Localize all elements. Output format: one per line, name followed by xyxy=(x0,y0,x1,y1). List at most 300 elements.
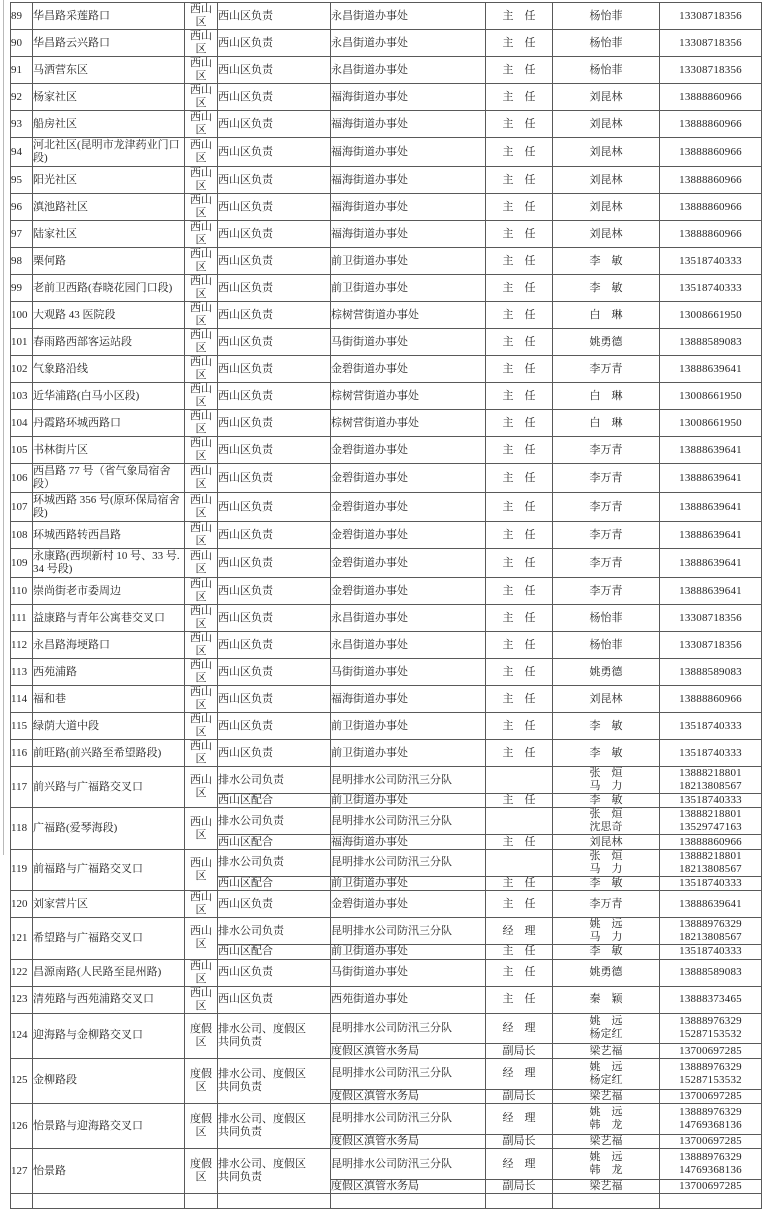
person-name: 李万青 xyxy=(589,443,623,456)
table-row xyxy=(11,808,762,835)
cell-position: 主 任 xyxy=(486,57,553,84)
cell-row-number: 126 xyxy=(11,1103,33,1148)
cell-district: 西山区 xyxy=(185,767,218,808)
cell-office: 前卫街道办事处 xyxy=(331,248,486,275)
person-name: 刘昆林 xyxy=(589,117,623,130)
cell-name xyxy=(553,493,660,522)
phone-number: 13518740333 xyxy=(679,254,742,267)
person-name: 刘昆林 xyxy=(589,692,623,705)
cell-responsibility: 西山区负责 xyxy=(218,3,331,30)
phone-number: 13888218801 xyxy=(679,808,742,821)
table-row xyxy=(11,275,762,302)
cell-position: 主 任 xyxy=(486,876,553,890)
person-name: 李万青 xyxy=(589,528,623,541)
cell-name xyxy=(553,632,660,659)
cell-name xyxy=(553,835,660,849)
cell-office: 昆明排水公司防汛三分队 xyxy=(331,849,486,876)
table-row xyxy=(11,767,762,794)
table-row xyxy=(11,30,762,57)
person-name: 刘昆林 xyxy=(589,173,623,186)
table-row xyxy=(11,3,762,30)
person-name: 李万青 xyxy=(589,584,623,597)
cell-district: 西山区 xyxy=(185,410,218,437)
cell-name xyxy=(553,221,660,248)
cell-district: 西山区 xyxy=(185,194,218,221)
table-row xyxy=(11,1103,762,1134)
cell-district: 西山区 xyxy=(185,248,218,275)
table-row xyxy=(11,713,762,740)
cell-name xyxy=(553,945,660,959)
cell-location: 气象路沿线 xyxy=(33,356,185,383)
cell-office: 福海街道办事处 xyxy=(331,194,486,221)
cell-location: 大观路 43 医院段 xyxy=(33,302,185,329)
person-name: 李万青 xyxy=(589,362,623,375)
cell-district: 西山区 xyxy=(185,275,218,302)
cell-phone xyxy=(660,167,762,194)
table-row xyxy=(11,57,762,84)
cell-phone xyxy=(660,959,762,986)
cell-row-number: 123 xyxy=(11,986,33,1013)
cell-responsibility: 西山区负责 xyxy=(218,275,331,302)
cell-position: 副局长 xyxy=(486,1089,553,1103)
cell-district: 西山区 xyxy=(185,918,218,959)
cell-location: 希望路与广福路交叉口 xyxy=(33,918,185,959)
cell-name xyxy=(553,138,660,167)
cell-position: 经 理 xyxy=(486,918,553,945)
phone-number: 13888589083 xyxy=(679,335,742,348)
cell-row-number: 96 xyxy=(11,194,33,221)
cell-phone xyxy=(660,194,762,221)
person-name: 马 力 xyxy=(589,931,623,944)
cell-office: 福海街道办事处 xyxy=(331,111,486,138)
table-row xyxy=(11,248,762,275)
cell-position: 主 任 xyxy=(486,356,553,383)
person-name: 刘昆林 xyxy=(589,200,623,213)
cell-responsibility: 西山区负责 xyxy=(218,959,331,986)
cell-phone xyxy=(660,876,762,890)
person-name: 韩 龙 xyxy=(589,1164,623,1177)
cell-name xyxy=(553,578,660,605)
cell-location: 华昌路采莲路口 xyxy=(33,3,185,30)
cell-position: 主 任 xyxy=(486,686,553,713)
cell-phone xyxy=(660,849,762,876)
cell-name xyxy=(553,549,660,578)
phone-number: 13308718356 xyxy=(679,36,742,49)
person-name: 刘昆林 xyxy=(589,835,623,848)
cell-row-number: 104 xyxy=(11,410,33,437)
cell-office: 前卫街道办事处 xyxy=(331,713,486,740)
cell-position: 主 任 xyxy=(486,713,553,740)
cell-location: 老前卫西路(春晓花园门口段) xyxy=(33,275,185,302)
person-name: 李 敏 xyxy=(589,876,623,889)
person-name: 李 敏 xyxy=(589,945,623,958)
cell-phone xyxy=(660,302,762,329)
cell-phone xyxy=(660,1179,762,1193)
cell-row-number: 100 xyxy=(11,302,33,329)
cell-office: 昆明排水公司防汛三分队 xyxy=(331,1149,486,1180)
person-name: 白 琳 xyxy=(589,389,623,402)
table-row xyxy=(11,493,762,522)
person-name: 白 琳 xyxy=(589,416,623,429)
cell-location: 西苑浦路 xyxy=(33,659,185,686)
cell-office: 永昌街道办事处 xyxy=(331,632,486,659)
person-name: 李 敏 xyxy=(589,281,623,294)
cell-office: 前卫街道办事处 xyxy=(331,275,486,302)
phone-number: 18213808567 xyxy=(679,862,742,875)
cell-name xyxy=(553,1149,660,1180)
person-name: 韩 龙 xyxy=(589,1118,623,1131)
cell-district: 西山区 xyxy=(185,605,218,632)
cell-position: 主 任 xyxy=(486,3,553,30)
table-row xyxy=(11,918,762,945)
person-name: 杨怡菲 xyxy=(589,9,623,22)
cell-position: 主 任 xyxy=(486,30,553,57)
phone-number: 13888976329 xyxy=(679,1015,742,1028)
cell-responsibility: 排水公司负责 xyxy=(218,849,331,876)
cell-responsibility: 西山区负责 xyxy=(218,659,331,686)
phone-number: 13888976329 xyxy=(679,1105,742,1118)
cell-responsibility: 西山区负责 xyxy=(218,605,331,632)
cell-position: 主 任 xyxy=(486,383,553,410)
cell-position: 主 任 xyxy=(486,522,553,549)
cell-location: 怡景路与迎海路交叉口 xyxy=(33,1103,185,1148)
cell-phone xyxy=(660,464,762,493)
cell-phone xyxy=(660,605,762,632)
cell-office: 前卫街道办事处 xyxy=(331,945,486,959)
cell-position: 经 理 xyxy=(486,1013,553,1044)
cell-district: 西山区 xyxy=(185,3,218,30)
phone-number: 13700697285 xyxy=(679,1180,742,1193)
cell-name xyxy=(553,522,660,549)
cell-phone xyxy=(660,329,762,356)
cell-name xyxy=(553,849,660,876)
person-name: 张 烜 xyxy=(589,808,623,821)
person-name: 李 敏 xyxy=(589,746,623,759)
cell-office: 度假区滇管水务局 xyxy=(331,1134,486,1148)
person-name: 姚 远 xyxy=(589,918,623,931)
cell-phone xyxy=(660,84,762,111)
cell-position: 主 任 xyxy=(486,549,553,578)
table-row xyxy=(11,437,762,464)
cell-name xyxy=(553,3,660,30)
cell-office: 金碧街道办事处 xyxy=(331,578,486,605)
person-name: 姚 远 xyxy=(589,1105,623,1118)
cell-position: 主 任 xyxy=(486,959,553,986)
table-row xyxy=(11,1149,762,1180)
phone-number: 13888589083 xyxy=(679,966,742,979)
cell-responsibility: 西山区配合 xyxy=(218,835,331,849)
cell-phone xyxy=(660,808,762,835)
table-row xyxy=(11,522,762,549)
person-name: 沈思奇 xyxy=(589,821,623,834)
cell-office: 金碧街道办事处 xyxy=(331,464,486,493)
person-name: 杨怡菲 xyxy=(589,63,623,76)
cell-name xyxy=(553,329,660,356)
cell-name xyxy=(553,1103,660,1134)
cell-location: 丹霞路环城西路口 xyxy=(33,410,185,437)
cell-location: 迎海路与金柳路交叉口 xyxy=(33,1013,185,1058)
cell-district: 西山区 xyxy=(185,493,218,522)
cell-phone xyxy=(660,522,762,549)
cell-row-number: 115 xyxy=(11,713,33,740)
cell-row-number: 125 xyxy=(11,1058,33,1103)
cell-name xyxy=(553,713,660,740)
cell-district: 西山区 xyxy=(185,302,218,329)
cell-location: 益康路与青年公寓巷交叉口 xyxy=(33,605,185,632)
phone-number: 13888639641 xyxy=(679,500,742,513)
cell-district: 西山区 xyxy=(185,138,218,167)
cell-phone xyxy=(660,275,762,302)
cell-office: 棕树营街道办事处 xyxy=(331,410,486,437)
person-name: 李万青 xyxy=(589,897,623,910)
person-name: 梁艺福 xyxy=(589,1089,623,1102)
cell-office: 永昌街道办事处 xyxy=(331,605,486,632)
cell-position: 主 任 xyxy=(486,167,553,194)
phone-number: 13700697285 xyxy=(679,1134,742,1147)
cell-responsibility: 西山区负责 xyxy=(218,686,331,713)
cell-phone xyxy=(660,794,762,808)
cell-responsibility: 西山区负责 xyxy=(218,464,331,493)
phone-number: 13008661950 xyxy=(679,389,742,402)
person-name: 张 烜 xyxy=(589,767,623,779)
cell-location: 陆家社区 xyxy=(33,221,185,248)
cell-office: 福海街道办事处 xyxy=(331,221,486,248)
cell-phone xyxy=(660,1013,762,1044)
cell-position: 主 任 xyxy=(486,891,553,918)
cell-responsibility: 西山区负责 xyxy=(218,493,331,522)
cell-phone xyxy=(660,713,762,740)
cell-row-number: 89 xyxy=(11,3,33,30)
cell-responsibility: 西山区负责 xyxy=(218,30,331,57)
person-name: 梁艺福 xyxy=(589,1180,623,1193)
table-row xyxy=(11,605,762,632)
cell-row-number: 118 xyxy=(11,808,33,849)
cell-responsibility: 西山区负责 xyxy=(218,221,331,248)
cell-district: 度假区 xyxy=(185,1149,218,1194)
person-name: 姚 远 xyxy=(589,1151,623,1164)
cell-empty xyxy=(218,1194,331,1209)
cell-location: 马洒营东区 xyxy=(33,57,185,84)
cell-position: 主 任 xyxy=(486,835,553,849)
cell-location: 昌源南路(人民路至昆州路) xyxy=(33,959,185,986)
cell-district: 西山区 xyxy=(185,383,218,410)
cell-name xyxy=(553,1134,660,1148)
cell-row-number: 91 xyxy=(11,57,33,84)
cell-district: 西山区 xyxy=(185,111,218,138)
cell-name xyxy=(553,111,660,138)
cell-location: 栗何路 xyxy=(33,248,185,275)
cell-name xyxy=(553,84,660,111)
cell-responsibility: 西山区负责 xyxy=(218,740,331,767)
cell-position: 经 理 xyxy=(486,1103,553,1134)
phone-number: 13888976329 xyxy=(679,1151,742,1164)
cell-name xyxy=(553,794,660,808)
cell-name xyxy=(553,918,660,945)
cell-name xyxy=(553,1044,660,1058)
cell-office: 马街街道办事处 xyxy=(331,659,486,686)
cell-responsibility: 西山区负责 xyxy=(218,891,331,918)
cell-row-number: 117 xyxy=(11,767,33,808)
cell-name xyxy=(553,437,660,464)
phone-number: 13008661950 xyxy=(679,308,742,321)
cell-office: 金碧街道办事处 xyxy=(331,493,486,522)
phone-number: 13518740333 xyxy=(679,794,742,807)
phone-number: 18213808567 xyxy=(679,931,742,944)
cell-responsibility: 西山区负责 xyxy=(218,167,331,194)
cell-row-number: 116 xyxy=(11,740,33,767)
cell-position: 主 任 xyxy=(486,605,553,632)
cell-district: 西山区 xyxy=(185,713,218,740)
phone-number: 13518740333 xyxy=(679,746,742,759)
phone-number: 18213808567 xyxy=(679,780,742,792)
district-contact-table xyxy=(10,2,762,1209)
cell-row-number: 102 xyxy=(11,356,33,383)
cell-position: 主 任 xyxy=(486,986,553,1013)
cell-row-number: 113 xyxy=(11,659,33,686)
cell-office: 棕树营街道办事处 xyxy=(331,383,486,410)
cell-office: 度假区滇管水务局 xyxy=(331,1089,486,1103)
table-row xyxy=(11,194,762,221)
phone-number: 13518740333 xyxy=(679,945,742,958)
phone-number: 13888589083 xyxy=(679,665,742,678)
cell-office: 昆明排水公司防汛三分队 xyxy=(331,1103,486,1134)
person-name: 李万青 xyxy=(589,500,623,513)
person-name: 姚勇德 xyxy=(589,665,623,678)
cell-location: 春雨路西部客运站段 xyxy=(33,329,185,356)
cell-phone xyxy=(660,1044,762,1058)
person-name: 秦 颖 xyxy=(589,993,623,1006)
cell-office: 前卫街道办事处 xyxy=(331,794,486,808)
cell-location: 刘家营片区 xyxy=(33,891,185,918)
table-row xyxy=(11,383,762,410)
cell-office: 度假区滇管水务局 xyxy=(331,1044,486,1058)
cell-district: 西山区 xyxy=(185,221,218,248)
table-row xyxy=(11,356,762,383)
cell-phone xyxy=(660,740,762,767)
cell-office: 福海街道办事处 xyxy=(331,138,486,167)
cell-location: 书林街片区 xyxy=(33,437,185,464)
person-name: 杨怡菲 xyxy=(589,611,623,624)
phone-number: 13888860966 xyxy=(679,173,742,186)
cell-office: 昆明排水公司防汛三分队 xyxy=(331,808,486,835)
cell-responsibility: 西山区负责 xyxy=(218,578,331,605)
cell-position: 经 理 xyxy=(486,1058,553,1089)
cell-office: 前卫街道办事处 xyxy=(331,740,486,767)
phone-number: 13888860966 xyxy=(679,145,742,158)
cell-position: 副局长 xyxy=(486,1179,553,1193)
cell-district: 西山区 xyxy=(185,84,218,111)
table-row xyxy=(11,578,762,605)
cell-location: 金柳路段 xyxy=(33,1058,185,1103)
cell-name xyxy=(553,30,660,57)
table-row xyxy=(11,740,762,767)
cell-office: 福海街道办事处 xyxy=(331,84,486,111)
phone-number: 13888976329 xyxy=(679,1060,742,1073)
cell-office: 永昌街道办事处 xyxy=(331,3,486,30)
cell-row-number: 121 xyxy=(11,918,33,959)
cell-location: 怡景路 xyxy=(33,1149,185,1194)
person-name: 姚勇德 xyxy=(589,335,623,348)
table-row xyxy=(11,959,762,986)
cell-name xyxy=(553,891,660,918)
cell-name xyxy=(553,605,660,632)
cell-location: 船房社区 xyxy=(33,111,185,138)
cell-row-number: 94 xyxy=(11,138,33,167)
cell-location: 永康路(西坝新村 10 号、33 号.34 号段) xyxy=(33,549,185,578)
cell-responsibility: 排水公司、度假区 共同负责 xyxy=(218,1103,331,1148)
cell-responsibility: 西山区负责 xyxy=(218,138,331,167)
table-row xyxy=(11,167,762,194)
cell-office: 永昌街道办事处 xyxy=(331,30,486,57)
cell-position: 主 任 xyxy=(486,302,553,329)
phone-number: 13888639641 xyxy=(679,528,742,541)
cell-district: 度假区 xyxy=(185,1058,218,1103)
partial-next-row xyxy=(11,1194,762,1209)
cell-row-number: 105 xyxy=(11,437,33,464)
cell-name xyxy=(553,57,660,84)
cell-district: 西山区 xyxy=(185,57,218,84)
cell-district: 西山区 xyxy=(185,464,218,493)
cell-responsibility: 排水公司、度假区 共同负责 xyxy=(218,1149,331,1194)
cell-district: 西山区 xyxy=(185,578,218,605)
cell-name xyxy=(553,410,660,437)
cell-name xyxy=(553,194,660,221)
cell-phone xyxy=(660,659,762,686)
person-name: 李 敏 xyxy=(589,719,623,732)
cell-responsibility: 西山区负责 xyxy=(218,437,331,464)
cell-responsibility: 西山区负责 xyxy=(218,713,331,740)
person-name: 姚 远 xyxy=(589,1015,623,1028)
cell-location: 滇池路社区 xyxy=(33,194,185,221)
phone-number: 13518740333 xyxy=(679,876,742,889)
cell-position: 主 任 xyxy=(486,275,553,302)
phone-number: 13888639641 xyxy=(679,584,742,597)
cell-location: 环城西路转西昌路 xyxy=(33,522,185,549)
cell-position: 主 任 xyxy=(486,194,553,221)
person-name: 李 敏 xyxy=(589,794,623,807)
cell-position: 主 任 xyxy=(486,84,553,111)
cell-office: 金碧街道办事处 xyxy=(331,549,486,578)
cell-position xyxy=(486,767,553,794)
cell-district: 西山区 xyxy=(185,986,218,1013)
phone-number: 13518740333 xyxy=(679,719,742,732)
cell-phone xyxy=(660,138,762,167)
table-row xyxy=(11,111,762,138)
cell-empty xyxy=(553,1194,660,1209)
phone-number: 13308718356 xyxy=(679,63,742,76)
cell-phone xyxy=(660,248,762,275)
cell-district: 西山区 xyxy=(185,329,218,356)
phone-number: 14769368136 xyxy=(679,1118,742,1131)
cell-phone xyxy=(660,945,762,959)
cell-row-number: 111 xyxy=(11,605,33,632)
cell-office: 前卫街道办事处 xyxy=(331,876,486,890)
cell-phone xyxy=(660,578,762,605)
phone-number: 13888860966 xyxy=(679,692,742,705)
phone-number: 15287153532 xyxy=(679,1028,742,1041)
table-body xyxy=(11,3,762,1209)
cell-name xyxy=(553,959,660,986)
cell-responsibility: 西山区配合 xyxy=(218,794,331,808)
cell-empty xyxy=(486,1194,553,1209)
phone-number: 13888976329 xyxy=(679,918,742,931)
cell-phone xyxy=(660,835,762,849)
cell-location: 阳光社区 xyxy=(33,167,185,194)
cell-office: 金碧街道办事处 xyxy=(331,437,486,464)
person-name: 杨定红 xyxy=(589,1073,623,1086)
cell-phone xyxy=(660,111,762,138)
cell-phone xyxy=(660,1089,762,1103)
